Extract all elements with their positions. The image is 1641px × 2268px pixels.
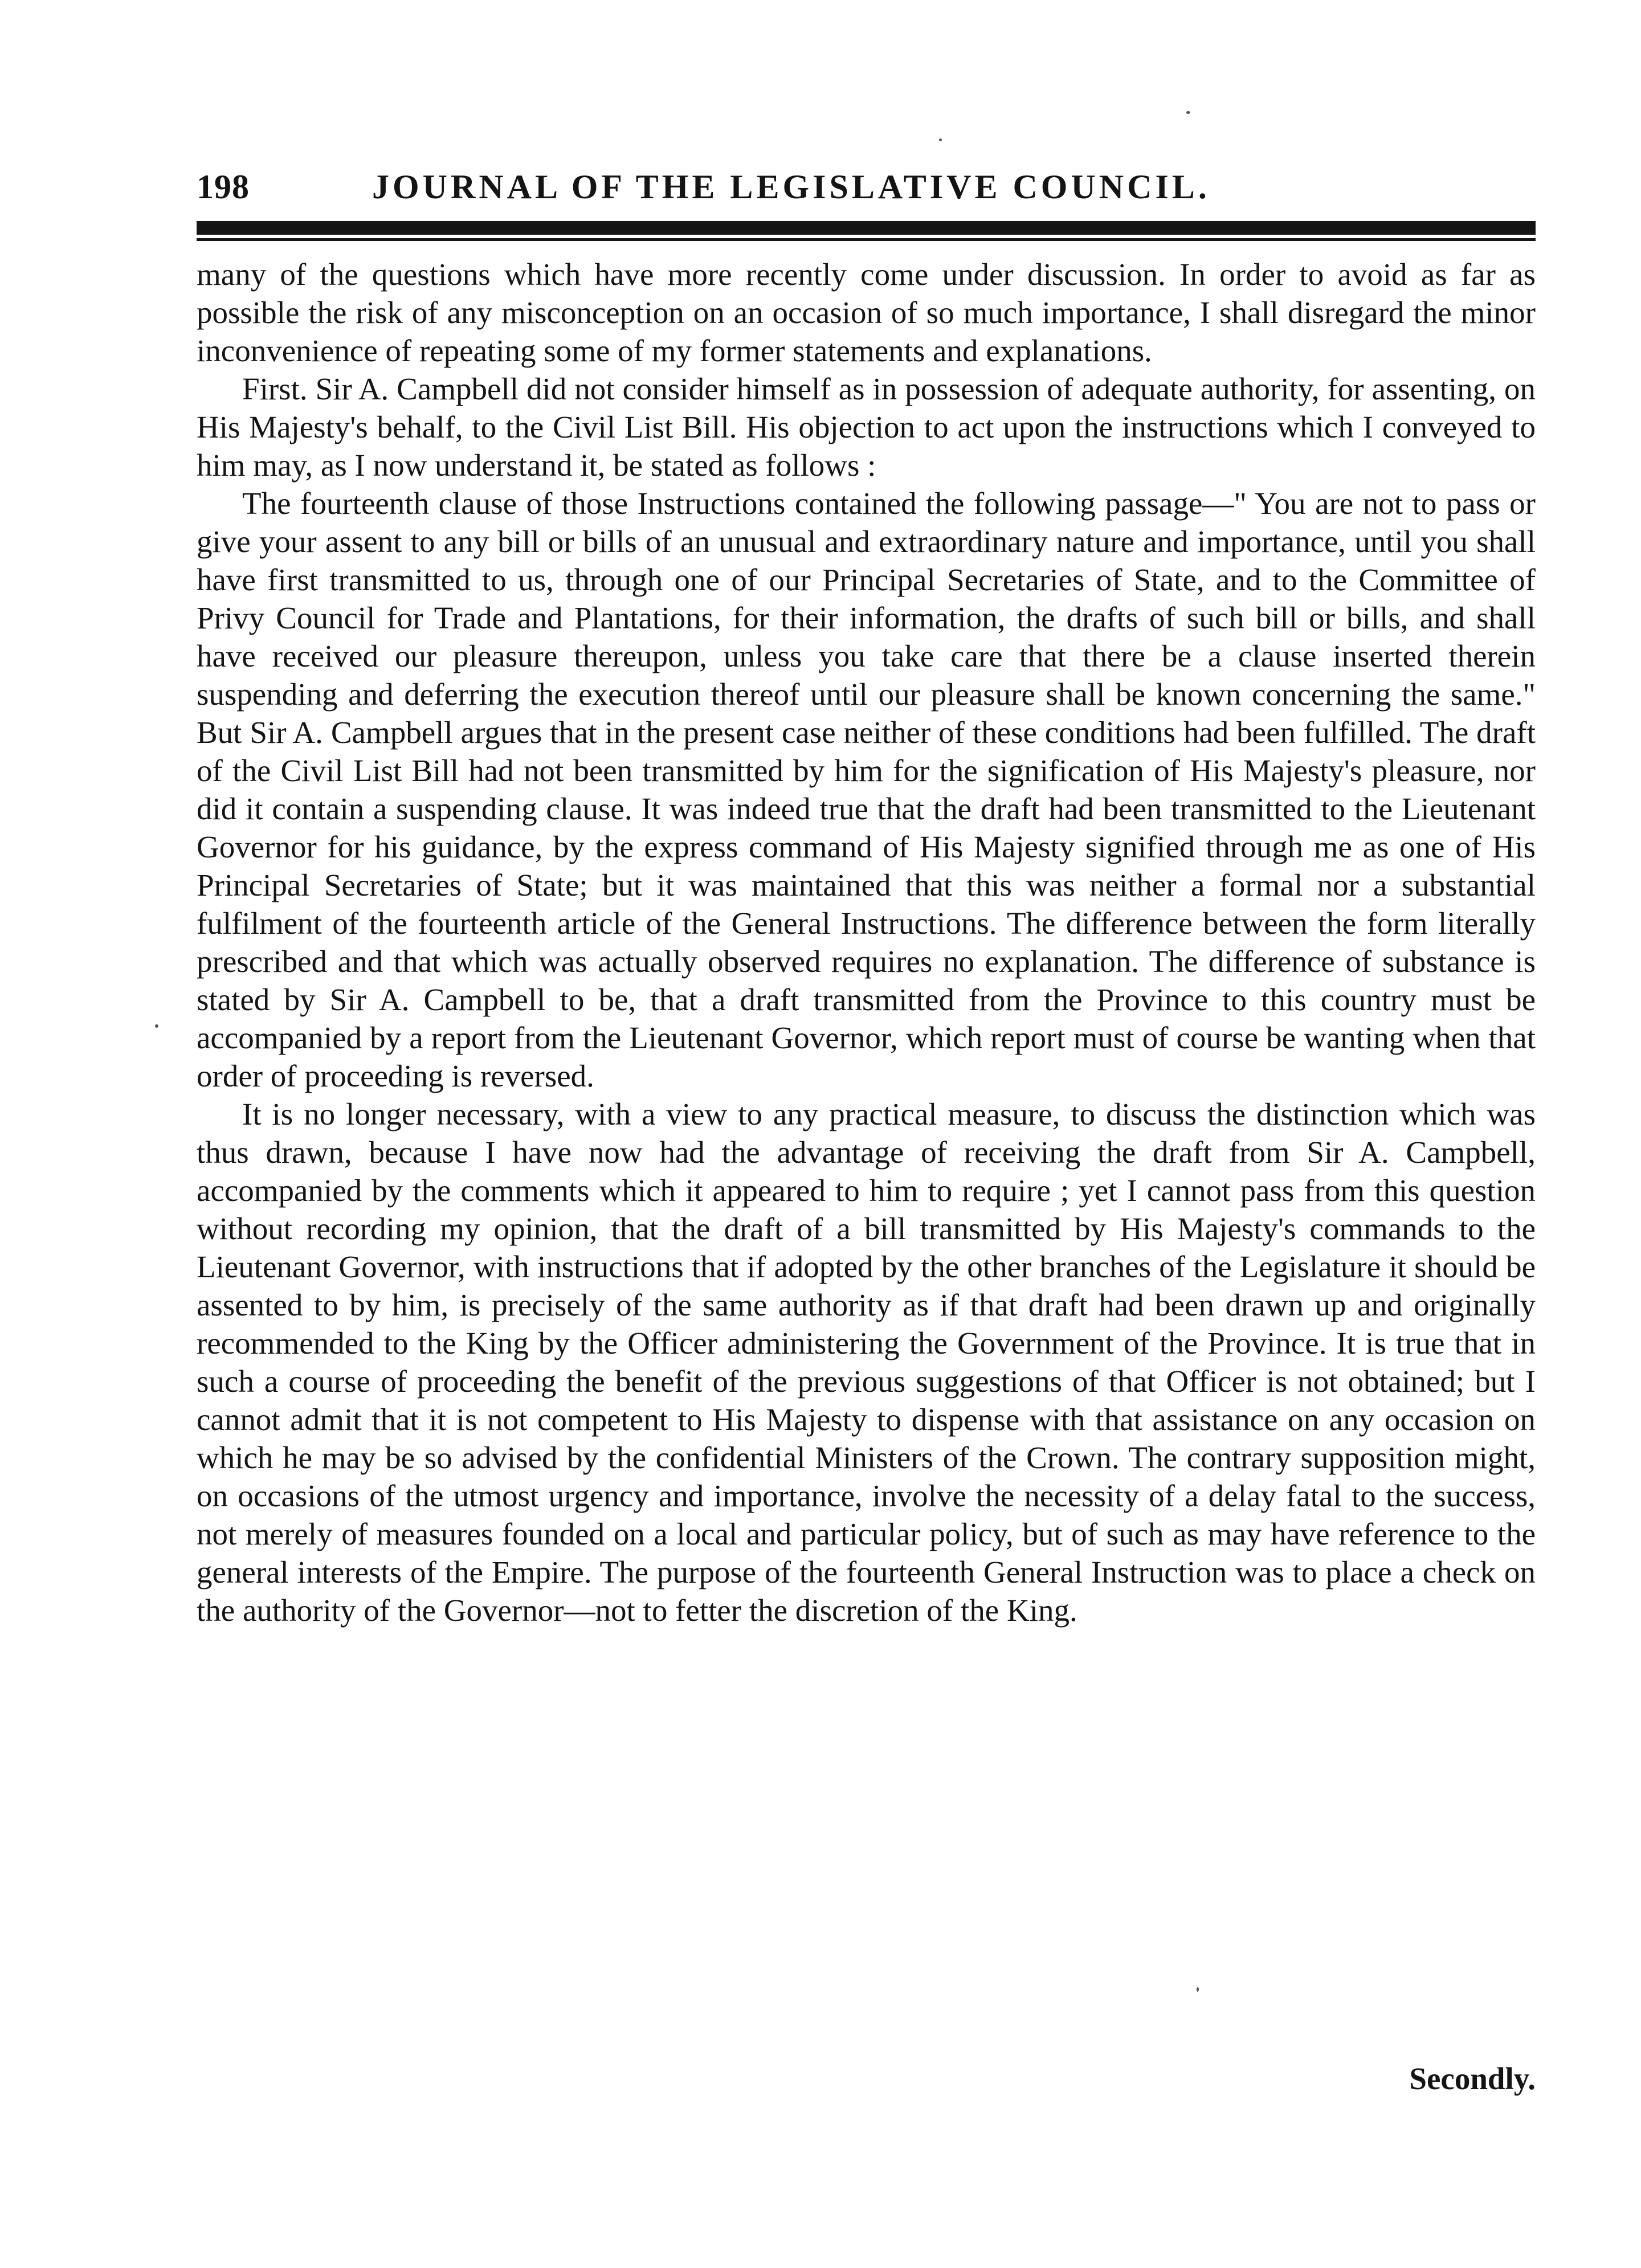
page-header [197, 161, 1536, 213]
catchword: Secondly. [1409, 2061, 1536, 2096]
paragraph-fourteenth-clause: The fourteenth clause of those Instructions contained the following passage—" You are not to pass or give your assent to any bill or bills of an unusual and extraordinary nature and importance, until you shall have first transmitted to us, through one of our Principal Secretaries of State, and to the Committee of Privy Council for Trade and Plantations, for their information, the drafts of such bill or bills, and shall have received our pleasure thereupon, unless you take care that there be a clause inserted therein suspending and deferring the execution thereof until our pleasure shall be known concerning the same." But Sir A. Campbell argues that in the present case neither of these conditions had been fulfilled. The draft of the Civil List Bill had not been transmitted by him for the signification of His Majesty's pleasure, nor did it contain a suspending clause. It was indeed true that the draft had been transmitted to the Lieutenant Governor for his guidance, by the express command of His Majesty signified through me as one of His Principal Secretaries of State; but it was maintained that this was neither a formal nor a substantial fulfilment of the fourteenth article of the General Instructions. The difference between the form literally prescribed and that which was actually observed requires no explanation. The difference of substance is stated by Sir A. Campbell to be, that a draft transmitted from the Province to this country must be accompanied by a report from the Lieutenant Governor, which report must of course be wanting when that order of proceeding is reversed. [197, 486, 1536, 1093]
ink-speck [1186, 111, 1190, 114]
body-text [197, 255, 1536, 1629]
ink-speck [939, 138, 942, 141]
paragraph-no-longer-necessary: It is no longer necessary, with a view to any practical measure, to discuss the distinction which was thus drawn, because I have now had the advantage of receiving the draft from Sir A. Campbell, accompanied by the comments which it appeared to him to require ; yet I cannot pass from this question without recording my opinion, that the draft of a bill transmitted by His Majesty's commands to the Lieutenant Governor, with instructions that if adopted by the other branches of the Legislature it should be assented to by him, is precisely of the same authority as if that draft had been drawn up and originally recommended to the King by the Officer administering the Government of the Province. It is true that in such a course of proceeding the benefit of the previous suggestions of that Officer is not obtained; but I cannot admit that it is not competent to His Majesty to dispense with that assistance on any occasion on which he may be so advised by the confidential Ministers of the Crown. The contrary supposition might, on occasions of the utmost urgency and importance, involve the necessity of a delay fatal to the success, not merely of measures founded on a local and particular policy, but of such as may have reference to the general interests of the Empire. The purpose of the fourteenth General Instruction was to place a check on the authority of the Governor—not to fetter the discretion of the King. [197, 1097, 1536, 1628]
header-rule-thick [197, 221, 1536, 235]
page-number: 198 [197, 168, 250, 206]
running-head-title: JOURNAL OF THE LEGISLATIVE COUNCIL. [372, 168, 1210, 206]
header-rule-thin [197, 238, 1536, 241]
paragraph-continuation: many of the questions which have more recently come under discussion. In order to avoid as far as possible the risk of any misconception on an occasion of so much importance, I shall disregard the minor inconvenience of repeating some of my former statements and explanations. [197, 257, 1536, 368]
ink-speck [1197, 1987, 1199, 1992]
ink-speck [155, 1024, 158, 1028]
paragraph-first: First. Sir A. Campbell did not consider himself as in possession of adequate authority, for assenting, on His Majesty's behalf, to the Civil List Bill. His objection to act upon the instructions which I conveyed to him may, as I now understand it, be stated as follows : [197, 371, 1536, 483]
